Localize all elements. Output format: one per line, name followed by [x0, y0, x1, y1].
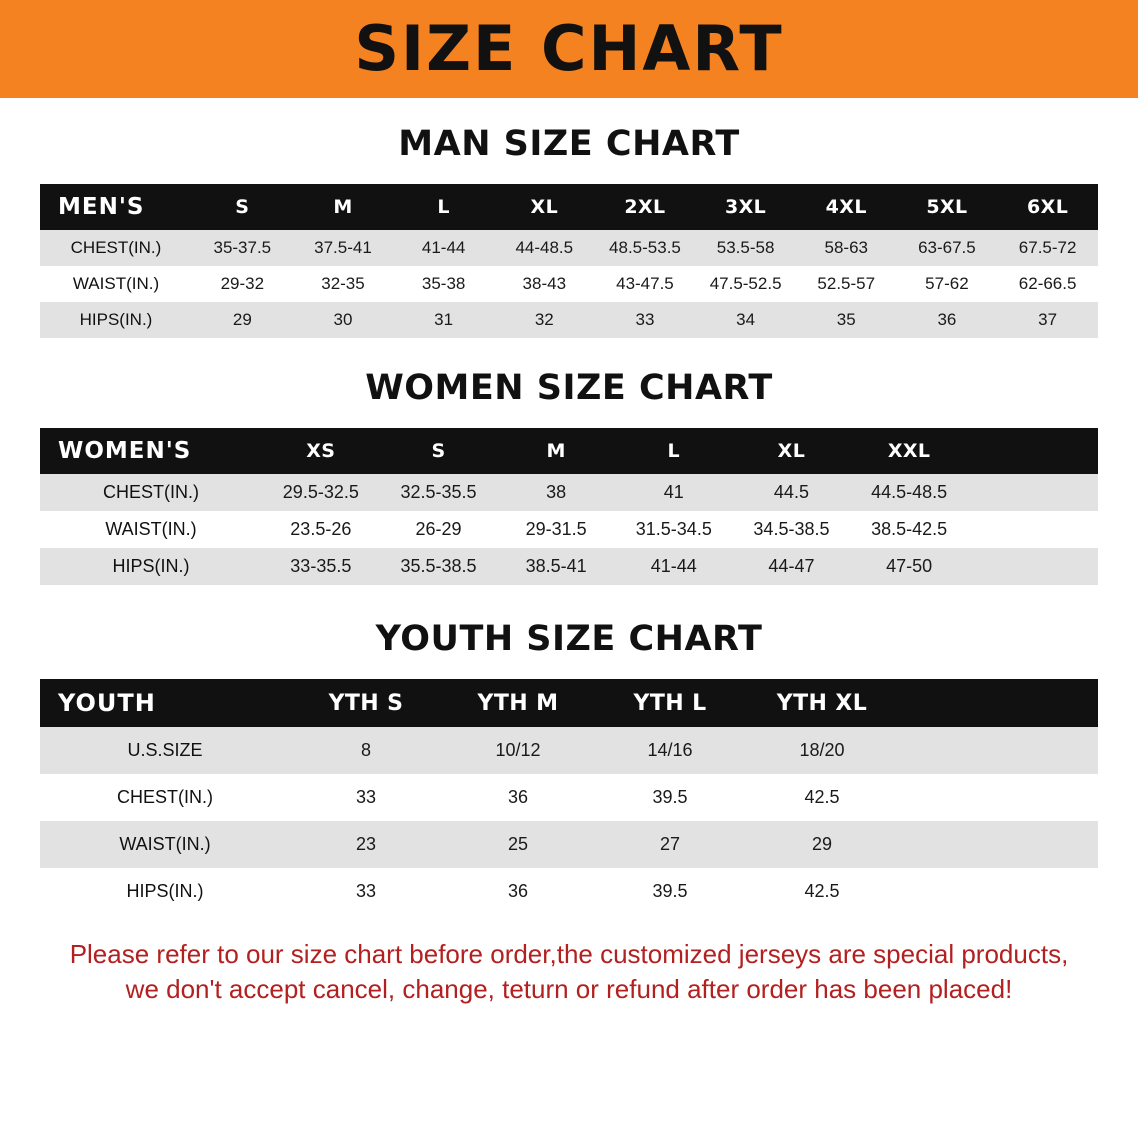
- women-hips-spacer: [968, 548, 1098, 585]
- table-row: [40, 774, 1098, 821]
- men-chest-2xl: 48.5-53.5: [595, 230, 696, 266]
- youth-ussize-l: 14/16: [594, 727, 746, 774]
- men-chest-l: 41-44: [393, 230, 494, 266]
- note-line-2: we don't accept cancel, change, teturn or refund after order has been placed!: [125, 974, 1013, 1005]
- page-title: SIZE CHART: [354, 12, 784, 85]
- women-header-xl: XL: [733, 428, 851, 474]
- youth-header-spacer: [898, 679, 1098, 727]
- men-header-s: S: [192, 184, 293, 230]
- youth-waist-l: 27: [594, 821, 746, 868]
- men-waist-2xl: 43-47.5: [595, 266, 696, 302]
- youth-ussize-s: 8: [290, 727, 442, 774]
- women-waist-xs: 23.5-26: [262, 511, 380, 548]
- men-row-label-chest: CHEST(IN.): [40, 230, 192, 266]
- men-chest-6xl: 67.5-72: [997, 230, 1098, 266]
- youth-header-s: YTH S: [290, 679, 442, 727]
- women-header-m: M: [497, 428, 615, 474]
- table-row: [40, 302, 1098, 338]
- youth-waist-xl: 29: [746, 821, 898, 868]
- youth-hips-xl: 42.5: [746, 868, 898, 915]
- youth-chest-m: 36: [442, 774, 594, 821]
- men-waist-s: 29-32: [192, 266, 293, 302]
- women-section-heading: WOMEN SIZE CHART: [365, 368, 773, 408]
- men-waist-4xl: 52.5-57: [796, 266, 897, 302]
- women-waist-xl: 34.5-38.5: [733, 511, 851, 548]
- women-waist-l: 31.5-34.5: [615, 511, 733, 548]
- women-waist-spacer: [968, 511, 1098, 548]
- men-header-xl: XL: [494, 184, 595, 230]
- men-chest-xl: 44-48.5: [494, 230, 595, 266]
- women-hips-xxl: 47-50: [850, 548, 968, 585]
- women-hips-xs: 33-35.5: [262, 548, 380, 585]
- men-chest-m: 37.5-41: [293, 230, 394, 266]
- youth-size-table: [40, 679, 1098, 915]
- men-waist-l: 35-38: [393, 266, 494, 302]
- men-chest-5xl: 63-67.5: [897, 230, 998, 266]
- youth-chest-s: 33: [290, 774, 442, 821]
- table-header-row: [40, 184, 1098, 230]
- women-row-label-hips: HIPS(IN.): [40, 548, 262, 585]
- youth-ussize-spacer: [898, 727, 1098, 774]
- table-row: [40, 868, 1098, 915]
- man-section-heading: MAN SIZE CHART: [398, 124, 740, 164]
- men-row-label-hips: HIPS(IN.): [40, 302, 192, 338]
- men-chest-4xl: 58-63: [796, 230, 897, 266]
- women-chest-m: 38: [497, 474, 615, 511]
- women-size-table-wrapper: [40, 428, 1098, 585]
- women-hips-xl: 44-47: [733, 548, 851, 585]
- men-chest-s: 35-37.5: [192, 230, 293, 266]
- men-header-2xl: 2XL: [595, 184, 696, 230]
- women-header-s: S: [380, 428, 498, 474]
- men-hips-l: 31: [393, 302, 494, 338]
- men-hips-4xl: 35: [796, 302, 897, 338]
- youth-chest-l: 39.5: [594, 774, 746, 821]
- men-waist-m: 32-35: [293, 266, 394, 302]
- women-chest-l: 41: [615, 474, 733, 511]
- women-row-label-chest: CHEST(IN.): [40, 474, 262, 511]
- men-chest-3xl: 53.5-58: [695, 230, 796, 266]
- women-chest-s: 32.5-35.5: [380, 474, 498, 511]
- youth-hips-l: 39.5: [594, 868, 746, 915]
- youth-chest-xl: 42.5: [746, 774, 898, 821]
- men-waist-3xl: 47.5-52.5: [695, 266, 796, 302]
- women-row-label-waist: WAIST(IN.): [40, 511, 262, 548]
- women-hips-m: 38.5-41: [497, 548, 615, 585]
- men-header-5xl: 5XL: [897, 184, 998, 230]
- men-header-4xl: 4XL: [796, 184, 897, 230]
- women-hips-l: 41-44: [615, 548, 733, 585]
- men-header-6xl: 6XL: [997, 184, 1098, 230]
- youth-row-label-ussize: U.S.SIZE: [40, 727, 290, 774]
- table-row: [40, 511, 1098, 548]
- men-hips-xl: 32: [494, 302, 595, 338]
- page-banner: [0, 0, 1138, 98]
- youth-ussize-m: 10/12: [442, 727, 594, 774]
- men-hips-2xl: 33: [595, 302, 696, 338]
- table-row: [40, 474, 1098, 511]
- women-chest-xl: 44.5: [733, 474, 851, 511]
- youth-row-label-hips: HIPS(IN.): [40, 868, 290, 915]
- women-header-label: WOMEN'S: [40, 428, 262, 474]
- table-row: [40, 230, 1098, 266]
- table-row: [40, 548, 1098, 585]
- youth-header-label: YOUTH: [40, 679, 290, 727]
- youth-waist-s: 23: [290, 821, 442, 868]
- youth-waist-m: 25: [442, 821, 594, 868]
- women-waist-s: 26-29: [380, 511, 498, 548]
- men-hips-6xl: 37: [997, 302, 1098, 338]
- men-hips-m: 30: [293, 302, 394, 338]
- women-header-l: L: [615, 428, 733, 474]
- note-line-1: Please refer to our size chart before order,the customized jerseys are special products,: [69, 939, 1069, 969]
- women-chest-spacer: [968, 474, 1098, 511]
- youth-ussize-xl: 18/20: [746, 727, 898, 774]
- table-row: [40, 821, 1098, 868]
- youth-row-label-chest: CHEST(IN.): [40, 774, 290, 821]
- women-header-spacer: [968, 428, 1098, 474]
- women-chest-xxl: 44.5-48.5: [850, 474, 968, 511]
- table-header-row: [40, 679, 1098, 727]
- men-header-m: M: [293, 184, 394, 230]
- women-header-xxl: XXL: [850, 428, 968, 474]
- youth-hips-s: 33: [290, 868, 442, 915]
- men-waist-5xl: 57-62: [897, 266, 998, 302]
- women-size-table: [40, 428, 1098, 585]
- youth-hips-m: 36: [442, 868, 594, 915]
- youth-section-heading: YOUTH SIZE CHART: [375, 619, 763, 659]
- youth-header-m: YTH M: [442, 679, 594, 727]
- men-hips-s: 29: [192, 302, 293, 338]
- men-header-label: MEN'S: [40, 184, 192, 230]
- men-header-l: L: [393, 184, 494, 230]
- men-waist-6xl: 62-66.5: [997, 266, 1098, 302]
- women-waist-xxl: 38.5-42.5: [850, 511, 968, 548]
- table-row: [40, 266, 1098, 302]
- men-waist-xl: 38-43: [494, 266, 595, 302]
- women-chest-xs: 29.5-32.5: [262, 474, 380, 511]
- men-row-label-waist: WAIST(IN.): [40, 266, 192, 302]
- youth-size-table-wrapper: [40, 679, 1098, 915]
- women-waist-m: 29-31.5: [497, 511, 615, 548]
- man-size-table: [40, 184, 1098, 338]
- youth-row-label-waist: WAIST(IN.): [40, 821, 290, 868]
- women-hips-s: 35.5-38.5: [380, 548, 498, 585]
- youth-waist-spacer: [898, 821, 1098, 868]
- man-size-table-wrapper: [40, 184, 1098, 338]
- table-row: [40, 727, 1098, 774]
- men-header-3xl: 3XL: [695, 184, 796, 230]
- men-hips-5xl: 36: [897, 302, 998, 338]
- men-hips-3xl: 34: [695, 302, 796, 338]
- youth-header-l: YTH L: [594, 679, 746, 727]
- youth-hips-spacer: [898, 868, 1098, 915]
- youth-header-xl: YTH XL: [746, 679, 898, 727]
- women-header-xs: XS: [262, 428, 380, 474]
- table-header-row: [40, 428, 1098, 474]
- youth-chest-spacer: [898, 774, 1098, 821]
- return-policy-note: [40, 937, 1098, 1007]
